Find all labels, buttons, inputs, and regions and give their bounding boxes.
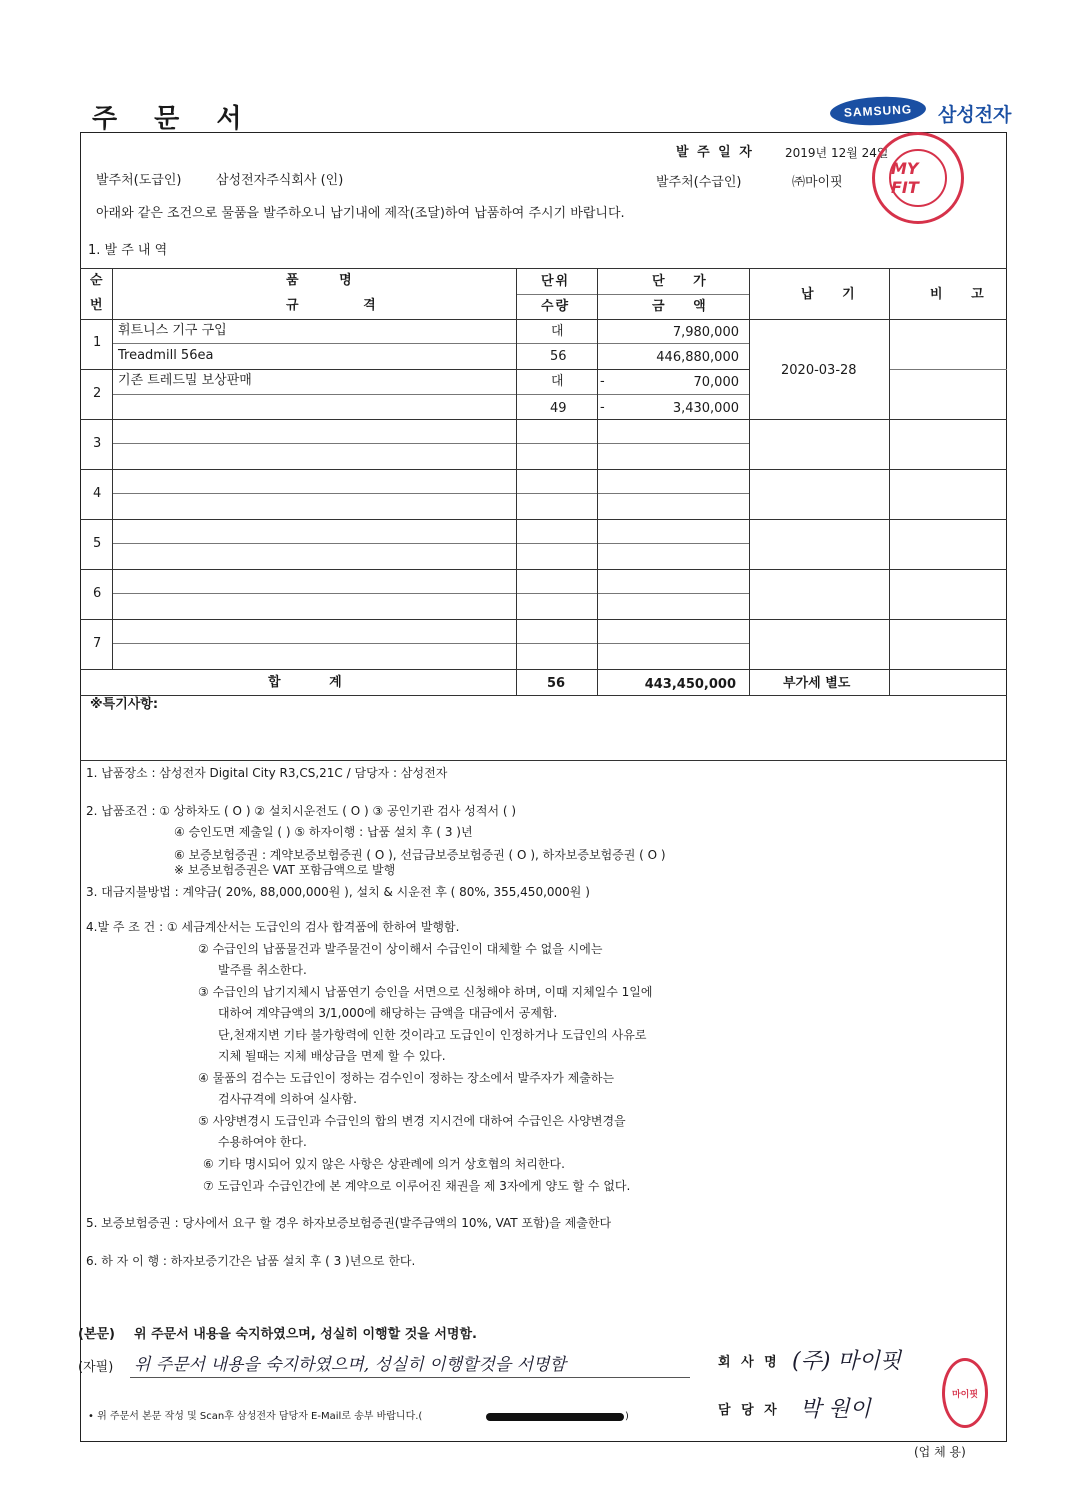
row-1-unit: 대: [551, 324, 564, 339]
term-4-5-a: ⑤ 사양변경시 도급인과 수급인의 합의 변경 지시건에 대하여 수급인은 사양변경을: [198, 1114, 626, 1128]
col-header-delivery: 납 기: [801, 287, 867, 302]
handwritten-pledge: 위 주문서 내용을 숙지하였으며, 성실히 이행할것을 서명함: [134, 1355, 566, 1375]
row-2-price-mark: -: [600, 374, 605, 389]
row-3-no: 3: [93, 436, 102, 451]
term-4-5-b: 수용하여야 한다.: [218, 1135, 307, 1149]
row-1-no: 1: [93, 335, 102, 350]
total-label: 합 계: [268, 675, 364, 690]
term-4-4-a: ④ 물품의 검수는 도급인이 정하는 검수인이 정하는 장소에서 발주자가 제출하는: [198, 1071, 615, 1085]
row-2-amount-mark: -: [600, 400, 605, 415]
row-6-no: 6: [93, 586, 102, 601]
samsung-korean-logo: 삼성전자: [938, 104, 1012, 126]
term-4-6: ⑥ 기타 명시되어 있지 않은 사항은 상관례에 의거 상호협의 처리한다.: [203, 1157, 565, 1171]
row-2-qty: 49: [550, 401, 567, 416]
row-1-amount: 446,880,000: [656, 350, 739, 365]
company-name-label: 회 사 명: [718, 1355, 780, 1370]
term-2-line-4: ※ 보증보험증권은 VAT 포함금액으로 발행: [174, 863, 396, 877]
submission-note: • 위 주문서 본문 작성 및 Scan후 삼성전자 담당자 E-Mail로 송부 바랍니다.(: [88, 1411, 423, 1422]
redacted-email: [486, 1413, 624, 1421]
total-amount: 443,450,000: [644, 677, 736, 692]
delivery-date: 2020-03-28: [781, 363, 857, 378]
row-1-qty: 56: [550, 349, 567, 364]
term-4-7: ⑦ 도급인과 수급인간에 본 계약으로 이루어진 채권을 제 3자에게 양도 할 수 없다.: [203, 1179, 631, 1193]
row-2-no: 2: [93, 386, 102, 401]
order-date-value: 2019년 12월 24일: [785, 146, 889, 160]
col-header-no-2: 번: [90, 298, 103, 313]
row-2-name: 기존 트레드밀 보상판매: [118, 373, 252, 388]
term-4-3-a: ③ 수급인의 납기지체시 납품연기 승인을 서면으로 신청해야 하며, 이때 지체일수 1일에: [198, 985, 653, 999]
submission-note-end: ): [625, 1411, 629, 1422]
term-2-line-3: ⑥ 보증보험증권 : 계약보증보험증권 ( O ), 선급금보증보험증권 ( O ), 하자보증보험증권 ( O ): [174, 848, 666, 862]
supplier-name: ㈜마이핏: [792, 175, 843, 190]
main-text-label: (본문): [78, 1327, 115, 1342]
col-header-item: 품 명: [286, 273, 370, 288]
orderer-name: 삼성전자주식회사 (인): [216, 173, 344, 188]
term-5-guarantee: 5. 보증보험증권 : 당사에서 요구 할 경우 하자보증보험증권(발주금액의 10%, VAT 포함)을 제출한다: [86, 1216, 612, 1230]
total-qty: 56: [547, 676, 566, 691]
supplier-label: 발주처(수급인): [656, 175, 742, 190]
term-6-defect: 6. 하 자 이 행 : 하자보증기간은 납품 설치 후 ( 3 )년으로 한다.: [86, 1254, 416, 1268]
row-1-spec: Treadmill 56ea: [118, 348, 214, 363]
row-5-no: 5: [93, 536, 102, 551]
row-2-amount: 3,430,000: [672, 401, 739, 416]
vendor-copy-label: (업 체 용): [914, 1445, 966, 1459]
term-4-2-a: ② 수급인의 납품물건과 발주물건이 상이해서 수급인이 대체할 수 없을 시에는: [198, 942, 603, 956]
term-4-lead: 4.발 주 조 건 : ① 세금계산서는 도급인의 검사 합격품에 한하여 발행함.: [86, 920, 460, 934]
term-4-3-c: 단,천재지변 기타 불가항력에 인한 것이라고 도급인이 인정하거나 도급인의 사유로: [218, 1028, 647, 1042]
handwritten-label: (자필): [78, 1360, 114, 1375]
page-title: 주 문 서: [92, 104, 256, 134]
supplier-seal-stamp: [872, 132, 964, 224]
main-text: 위 주문서 내용을 숙지하였으며, 성실히 이행할 것을 서명함.: [134, 1327, 477, 1342]
row-2-unit-price: 70,000: [693, 375, 739, 390]
col-header-note: 비 고: [930, 287, 996, 302]
term-2-line-2: ④ 승인도면 제출일 ( ) ⑤ 하자이행 : 납품 설치 후 ( 3 )년: [174, 825, 473, 839]
section-order-details: 1. 발 주 내 역: [88, 243, 168, 258]
total-note: 부가세 별도: [783, 676, 851, 691]
col-header-unit: 단위: [541, 274, 571, 289]
orderer-label: 발주처(도급인): [96, 173, 182, 188]
manager-label: 담 당 자: [718, 1403, 780, 1418]
term-4-3-d: 지체 될때는 지체 배상금을 면제 할 수 있다.: [218, 1049, 446, 1063]
col-header-qty: 수량: [541, 299, 571, 314]
row-2-unit: 대: [551, 374, 564, 389]
term-1-delivery-place: 1. 납품장소 : 삼성전자 Digital City R3,CS,21C / 담당자 : 삼성전자: [86, 766, 448, 780]
term-3-payment: 3. 대금지불방법 : 계약금( 20%, 88,000,000원 ), 설치 & 시운전 후 ( 80%, 355,450,000원 ): [86, 885, 590, 899]
row-7-no: 7: [93, 636, 102, 651]
company-name-signature: (주) 마이핏: [792, 1349, 902, 1374]
row-1-name: 휘트니스 기구 구입: [118, 323, 227, 338]
col-header-spec: 규 격: [286, 298, 406, 313]
seal-inner: MY FIT: [889, 149, 947, 207]
row-4-no: 4: [93, 486, 102, 501]
term-4-3-b: 대하여 계약금액의 3/1,000에 해당하는 금액을 대금에서 공제함.: [218, 1006, 558, 1020]
samsung-logo: SAMSUNG: [829, 95, 926, 128]
company-seal-stamp: 마이핏: [942, 1358, 988, 1428]
row-1-unit-price: 7,980,000: [672, 325, 739, 340]
col-header-unit-price: 단 가: [652, 274, 718, 289]
manager-signature: 박 원이: [800, 1397, 871, 1422]
order-date-label: 발 주 일 자: [676, 145, 754, 160]
col-header-amount: 금 액: [652, 299, 718, 314]
special-notes-label: ※특기사항:: [90, 697, 159, 712]
intro-text: 아래와 같은 조건으로 물품을 발주하오니 납기내에 제작(조달)하여 납품하여 주시기 바랍니다.: [96, 206, 625, 221]
term-4-4-b: 검사규격에 의하여 실사함.: [218, 1092, 357, 1106]
term-4-2-b: 발주를 취소한다.: [218, 963, 307, 977]
term-2-conditions: 2. 납품조건 : ① 상하차도 ( O ) ② 설치시운전도 ( O ) ③ 공인기관 검사 성적서 ( ): [86, 804, 517, 818]
col-header-no: 순: [90, 273, 103, 288]
